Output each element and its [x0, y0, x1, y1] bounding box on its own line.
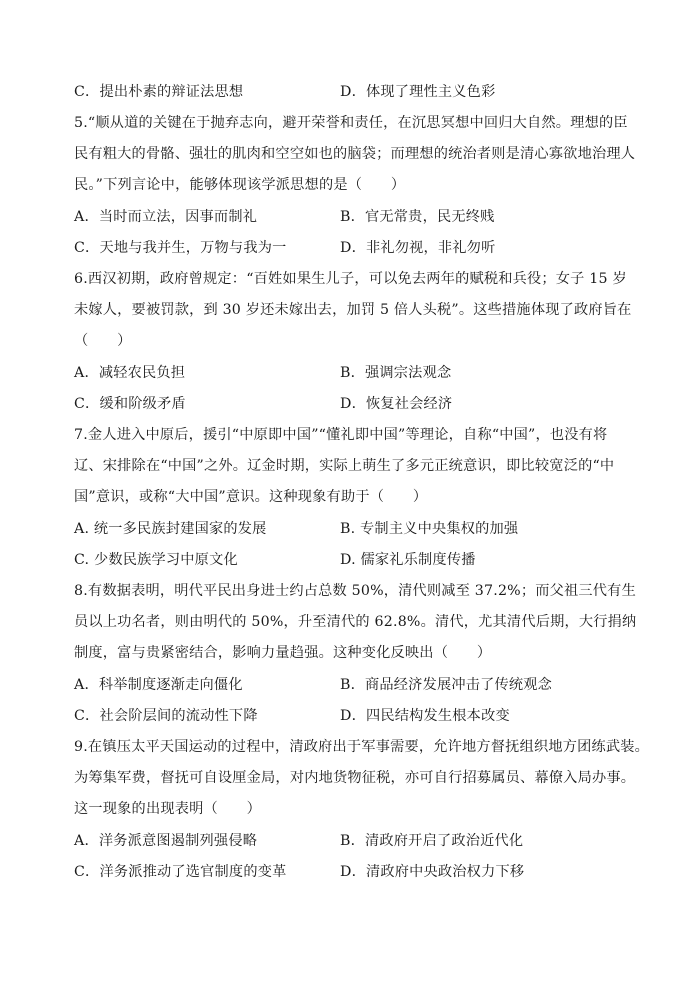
q7-stem-line-1: 7.金人进入中原后，援引“中原即中国”“懂礼即中国”等理论，自称“中国”，也没有将	[74, 427, 608, 443]
q9-option-c: C．洋务派推动了选官制度的变革	[74, 864, 287, 880]
q6-stem-line-2: 未嫁人，要被罚款，到 30 岁还未嫁出去，加罚 5 倍人头税”。这些措施体现了政府旨在	[74, 302, 632, 318]
q6-option-b: B．强调宗法观念	[340, 365, 452, 381]
q5-stem-line-3: 民。”下列言论中，能够体现该学派思想的是（ ）	[74, 177, 406, 193]
q8-option-d: D．四民结构发生根本改变	[340, 708, 510, 724]
q5-option-c: C．天地与我并生，万物与我为一	[74, 240, 287, 256]
q8-option-c: C．社会阶层间的流动性下降	[74, 708, 258, 724]
q5-stem-line-2: 民有粗大的骨骼、强壮的肌肉和空空如也的脑袋；而理想的统治者则是清心寡欲地治理人	[74, 146, 636, 162]
q5-option-d: D．非礼勿视，非礼勿听	[340, 240, 496, 256]
q9-option-a: A．洋务派意图遏制列强侵略	[74, 833, 258, 849]
q9-stem-line-2: 为筹集军费，督抚可自设厘金局，对内地货物征税，亦可自行招募属员、幕僚入局办事。	[74, 770, 636, 786]
q9-stem-line-1: 9.在镇压太平天国运动的过程中，清政府出于军事需要，允许地方督抚组织地方团练武装。	[74, 739, 650, 755]
q8-stem-line-2: 员以上功名者，则由明代的 50%，升至清代的 62.8%。清代，尤其清代后期，大行捐纳	[74, 614, 637, 630]
q9-option-b: B．清政府开启了政治近代化	[340, 833, 524, 849]
q7-option-c: C. 少数民族学习中原文化	[74, 552, 238, 568]
q8-stem-line-1: 8.有数据表明，明代平民出身进士约占总数 50%，清代则减至 37.2%；而父祖三代有生	[74, 583, 636, 599]
q4-option-c: C．提出朴素的辩证法思想	[74, 84, 244, 100]
q7-option-b: B. 专制主义中央集权的加强	[340, 521, 519, 537]
q6-option-a: A．减轻农民负担	[74, 365, 186, 381]
q9-stem-line-3: 这一现象的出现表明（ ）	[74, 801, 262, 817]
q5-stem-line-1: 5.“顺从道的关键在于抛弃志向，避开荣誉和责任，在沉思冥想中回归大自然。理想的臣	[74, 115, 628, 131]
q7-option-a: A. 统一多民族封建国家的发展	[74, 521, 267, 537]
q6-option-d: D．恢复社会经济	[340, 396, 453, 412]
q8-option-a: A．科举制度逐渐走向僵化	[74, 677, 243, 693]
q7-option-d: D. 儒家礼乐制度传播	[340, 552, 476, 568]
q5-option-b: B．官无常贵，民无终贱	[340, 209, 495, 225]
q6-option-c: C．缓和阶级矛盾	[74, 396, 186, 412]
q5-option-a: A．当时而立法，因事而制礼	[74, 209, 258, 225]
q7-stem-line-2: 辽、宋排除在“中国”之外。辽金时期，实际上萌生了多元正统意识，即比较宽泛的“中	[74, 458, 615, 474]
q4-option-d: D．体现了理性主义色彩	[340, 84, 496, 100]
q9-option-d: D．清政府中央政治权力下移	[340, 864, 525, 880]
q6-stem-line-1: 6.西汉初期，政府曾规定：“百姓如果生儿子，可以免去两年的赋税和兵役；女子 15 岁	[74, 271, 627, 287]
q8-stem-line-3: 制度，富与贵紧密结合，影响力量趋强。这种变化反映出（ ）	[74, 645, 492, 661]
q7-stem-line-3: 国”意识，或称“大中国”意识。这种现象有助于（ ）	[74, 489, 428, 505]
q6-stem-line-3: （ ）	[74, 333, 132, 349]
q8-option-b: B．商品经济发展冲击了传统观念	[340, 677, 553, 693]
